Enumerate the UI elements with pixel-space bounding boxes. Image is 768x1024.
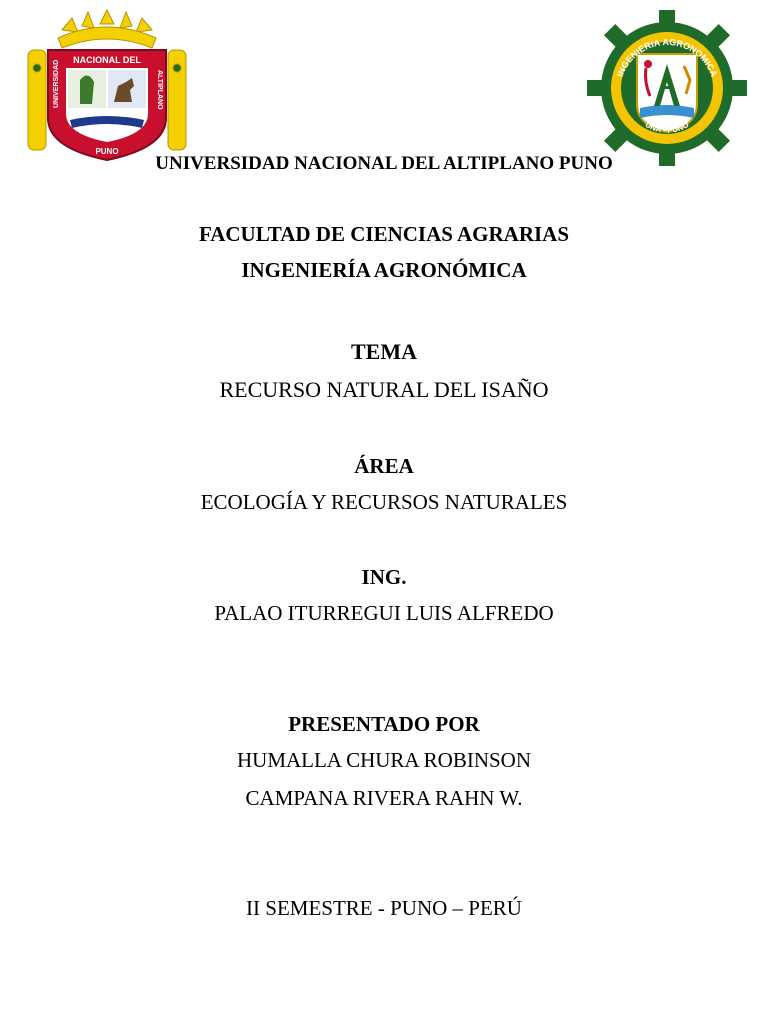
presenter-name: CAMPANA RIVERA RAHN W. (245, 786, 523, 810)
crest-text-right: ALTIPLANO (156, 70, 163, 110)
program-name: INGENIERÍA AGRONÓMICA (241, 258, 527, 282)
topic-value: RECURSO NATURAL DEL ISAÑO (219, 377, 549, 402)
area-label: ÁREA (354, 454, 414, 478)
crest-text-bottom: PUNO (95, 147, 119, 156)
presenters-label: PRESENTADO POR (288, 712, 480, 736)
presenter-name: HUMALLA CHURA ROBINSON (236, 748, 532, 772)
university-name: UNIVERSIDAD NACIONAL DEL ALTIPLANO PUNO (155, 153, 613, 174)
semester-location: II SEMESTRE - PUNO – PERÚ (246, 896, 522, 920)
university-crest-logo (22, 8, 192, 163)
area-value: ECOLOGÍA Y RECURSOS NATURALES (200, 490, 568, 514)
faculty-name: FACULTAD DE CIENCIAS AGRARIAS (198, 222, 570, 246)
emblem-text-bottom: UNA - PUNO (643, 119, 691, 135)
crest-text-top: NACIONAL DEL (73, 55, 141, 65)
crest-text-left: UNIVERSIDAD (53, 59, 60, 108)
topic-label: TEMA (351, 339, 417, 364)
emblem-text-top: INGENIERIA AGRONOMICA (614, 36, 720, 79)
engineer-label: ING. (361, 565, 407, 589)
engineer-name: PALAO ITURREGUI LUIS ALFREDO (214, 601, 554, 625)
agronomy-gear-emblem-logo (582, 8, 752, 168)
